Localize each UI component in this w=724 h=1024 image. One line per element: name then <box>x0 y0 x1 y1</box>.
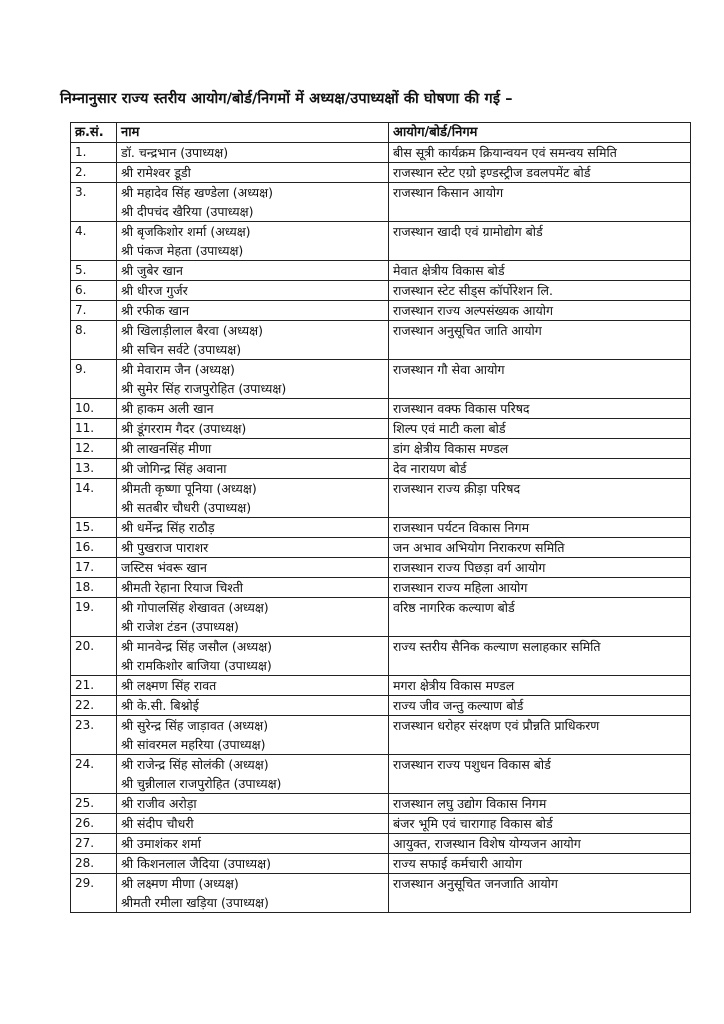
organisation-name: राजस्थान किसान आयोग <box>393 185 504 200</box>
name-cell <box>117 419 389 439</box>
serial-number-cell: 21. <box>71 676 117 696</box>
serial-number-cell: 19. <box>71 598 117 637</box>
organisation-name: राजस्थान स्टेट सीड्स कॉर्पोरेशन लि. <box>393 283 553 298</box>
name-cell <box>117 183 389 222</box>
name-cell <box>117 459 389 479</box>
table-row <box>71 360 691 399</box>
serial-number-header: क्र.सं. <box>71 123 117 143</box>
table-row <box>71 696 691 716</box>
organisation-name: बंजर भूमि एवं चारागाह विकास बोर्ड <box>393 816 553 831</box>
name-cell <box>117 301 389 321</box>
table-row <box>71 439 691 459</box>
serial-number-cell: 4. <box>71 222 117 261</box>
table-row <box>71 459 691 479</box>
organisation-cell <box>389 163 691 183</box>
organisation-cell <box>389 637 691 676</box>
serial-number-cell: 17. <box>71 558 117 578</box>
name-cell <box>117 755 389 794</box>
person-name: श्री धीरज गुर्जर <box>121 283 188 298</box>
organisation-cell <box>389 281 691 301</box>
organisation-name: राजस्थान राज्य पशुधन विकास बोर्ड <box>393 757 551 772</box>
organisation-cell <box>389 399 691 419</box>
appointments-table <box>70 122 691 913</box>
name-cell <box>117 716 389 755</box>
person-name: श्रीमती कृष्णा पूनिया (अध्यक्ष) <box>121 481 257 496</box>
organisation-cell <box>389 261 691 281</box>
table-row <box>71 143 691 163</box>
person-name: श्री खिलाड़ीलाल बैरवा (अध्यक्ष) <box>121 323 263 338</box>
organisation-cell <box>389 755 691 794</box>
person-name: श्री जोगिन्द्र सिंह अवाना <box>121 461 227 476</box>
serial-number-cell: 8. <box>71 321 117 360</box>
serial-number-cell: 16. <box>71 538 117 558</box>
person-name: श्री पंकज मेहता (उपाध्यक्ष) <box>121 243 244 258</box>
table-row <box>71 163 691 183</box>
serial-number-cell: 20. <box>71 637 117 676</box>
name-cell <box>117 360 389 399</box>
person-name: श्री जुबेर खान <box>121 263 183 278</box>
name-cell <box>117 794 389 814</box>
name-cell <box>117 696 389 716</box>
name-cell <box>117 578 389 598</box>
organisation-name: बीस सूत्री कार्यक्रम क्रियान्वयन एवं समन्वय समिति <box>393 145 617 160</box>
person-name: श्री लक्ष्मण मीणा (अध्यक्ष) <box>121 876 239 891</box>
person-name: श्री दीपचंद खैरिया (उपाध्यक्ष) <box>121 204 254 219</box>
serial-number-cell: 6. <box>71 281 117 301</box>
serial-number-cell: 10. <box>71 399 117 419</box>
table-row <box>71 183 691 222</box>
serial-number-cell: 24. <box>71 755 117 794</box>
name-cell <box>117 479 389 518</box>
person-name: श्री रामेश्वर डूडी <box>121 165 191 180</box>
person-name: श्री सचिन सर्वटे (उपाध्यक्ष) <box>121 342 242 357</box>
organisation-name: आयुक्त, राजस्थान विशेष योग्यजन आयोग <box>393 836 581 851</box>
person-name: श्री संदीप चौधरी <box>121 816 194 831</box>
table-row <box>71 558 691 578</box>
organisation-cell <box>389 183 691 222</box>
person-name: श्री चुन्नीलाल राजपुरोहित (उपाध्यक्ष) <box>121 776 282 791</box>
serial-number-cell: 22. <box>71 696 117 716</box>
organisation-name: राज्य जीव जन्तु कल्याण बोर्ड <box>393 698 524 713</box>
table-row <box>71 261 691 281</box>
table-row <box>71 854 691 874</box>
organisation-cell <box>389 143 691 163</box>
name-cell <box>117 854 389 874</box>
organisation-cell <box>389 538 691 558</box>
table-row <box>71 676 691 696</box>
organisation-cell <box>389 222 691 261</box>
organisation-cell <box>389 459 691 479</box>
table-row <box>71 479 691 518</box>
name-cell <box>117 874 389 913</box>
person-name: जस्टिस भंवरू खान <box>121 560 207 575</box>
table-row <box>71 301 691 321</box>
organisation-name: राजस्थान धरोहर संरक्षण एवं प्रौन्नति प्राधिकरण <box>393 718 600 733</box>
name-cell <box>117 281 389 301</box>
organisation-cell <box>389 439 691 459</box>
person-name: श्री राजीव अरोड़ा <box>121 796 197 811</box>
table-row <box>71 637 691 676</box>
organisation-cell <box>389 874 691 913</box>
name-cell <box>117 518 389 538</box>
person-name: श्री हाकम अली खान <box>121 401 214 416</box>
table-body <box>71 143 691 913</box>
person-name: श्री उमाशंकर शर्मा <box>121 836 202 851</box>
name-cell <box>117 222 389 261</box>
person-name: श्री मेवाराम जैन (अध्यक्ष) <box>121 362 235 377</box>
name-cell <box>117 814 389 834</box>
serial-number-cell: 29. <box>71 874 117 913</box>
organisation-name: राजस्थान राज्य महिला आयोग <box>393 580 528 595</box>
table-row <box>71 578 691 598</box>
person-name: श्री सांवरमल महरिया (उपाध्यक्ष) <box>121 737 266 752</box>
serial-number-cell: 12. <box>71 439 117 459</box>
organisation-name: राजस्थान लघु उद्योग विकास निगम <box>393 796 547 811</box>
organisation-name: राजस्थान खादी एवं ग्रामोद्योग बोर्ड <box>393 224 543 239</box>
organisation-cell <box>389 518 691 538</box>
serial-number-cell: 13. <box>71 459 117 479</box>
organisation-name: राजस्थान अनुसूचित जाति आयोग <box>393 323 542 338</box>
organisation-cell <box>389 321 691 360</box>
organisation-name: मेवात क्षेत्रीय विकास बोर्ड <box>393 263 505 278</box>
name-cell <box>117 676 389 696</box>
organisation-name: राजस्थान राज्य क्रीड़ा परिषद <box>393 481 521 496</box>
table-row <box>71 874 691 913</box>
serial-number-cell: 15. <box>71 518 117 538</box>
serial-number-cell: 7. <box>71 301 117 321</box>
person-name: श्री डूंगरराम गैदर (उपाध्यक्ष) <box>121 421 247 436</box>
table-row <box>71 538 691 558</box>
organisation-cell <box>389 696 691 716</box>
organisation-cell <box>389 360 691 399</box>
organisation-cell <box>389 676 691 696</box>
organisation-name: डांग क्षेत्रीय विकास मण्डल <box>393 441 509 456</box>
organisation-name: राजस्थान वक्फ विकास परिषद <box>393 401 530 416</box>
name-cell <box>117 321 389 360</box>
name-cell <box>117 538 389 558</box>
person-name: श्री बृजकिशोर शर्मा (अध्यक्ष) <box>121 224 251 239</box>
person-name: श्री लक्ष्मण सिंह रावत <box>121 678 217 693</box>
name-cell <box>117 163 389 183</box>
serial-number-cell: 25. <box>71 794 117 814</box>
name-cell <box>117 143 389 163</box>
name-cell <box>117 598 389 637</box>
person-name: श्री सुमेर सिंह राजपुरोहित (उपाध्यक्ष) <box>121 381 287 396</box>
serial-number-cell: 3. <box>71 183 117 222</box>
serial-number-cell: 28. <box>71 854 117 874</box>
table-row <box>71 321 691 360</box>
organisation-name: राजस्थान पर्यटन विकास निगम <box>393 520 530 535</box>
person-name: श्री के.सी. बिश्नोई <box>121 698 199 713</box>
serial-number-cell: 14. <box>71 479 117 518</box>
table-row <box>71 716 691 755</box>
person-name: श्री धर्मेन्द्र सिंह राठौड़ <box>121 520 215 535</box>
organisation-name: शिल्प एवं माटी कला बोर्ड <box>393 421 506 436</box>
serial-number-cell: 2. <box>71 163 117 183</box>
organisation-cell <box>389 598 691 637</box>
serial-number-cell: 27. <box>71 834 117 854</box>
name-cell <box>117 399 389 419</box>
organisation-name: वरिष्ठ नागरिक कल्याण बोर्ड <box>393 600 515 615</box>
organisation-cell <box>389 578 691 598</box>
name-cell <box>117 439 389 459</box>
person-name: श्री गोपालसिंह शेखावत (अध्यक्ष) <box>121 600 269 615</box>
name-cell <box>117 834 389 854</box>
serial-number-cell: 18. <box>71 578 117 598</box>
name-cell <box>117 558 389 578</box>
table-row <box>71 281 691 301</box>
name-cell <box>117 261 389 281</box>
organisation-name: राजस्थान गौ सेवा आयोग <box>393 362 505 377</box>
organisation-name: देव नारायण बोर्ड <box>393 461 467 476</box>
table-row <box>71 399 691 419</box>
table-row <box>71 598 691 637</box>
person-name: श्री मानवेन्द्र सिंह जसौल (अध्यक्ष) <box>121 639 273 654</box>
person-name: श्रीमती रमीला खड़िया (उपाध्यक्ष) <box>121 895 269 910</box>
serial-number-cell: 23. <box>71 716 117 755</box>
organisation-name: राजस्थान स्टेट एग्रो इण्डस्ट्रीज डवलपमेंट बोर्ड <box>393 165 591 180</box>
organisation-cell <box>389 814 691 834</box>
table-row <box>71 222 691 261</box>
person-name: श्री सुरेन्द्र सिंह जाड़ावत (अध्यक्ष) <box>121 718 269 733</box>
organisation-cell <box>389 716 691 755</box>
organisation-name: राजस्थान राज्य पिछड़ा वर्ग आयोग <box>393 560 546 575</box>
table-row <box>71 755 691 794</box>
serial-number-cell: 5. <box>71 261 117 281</box>
person-name: श्री महादेव सिंह खण्डेला (अध्यक्ष) <box>121 185 274 200</box>
organisation-cell <box>389 854 691 874</box>
table-row <box>71 794 691 814</box>
organisation-cell <box>389 794 691 814</box>
table-header-row <box>71 123 691 143</box>
serial-number-cell: 11. <box>71 419 117 439</box>
table-row <box>71 419 691 439</box>
organisation-name: मगरा क्षेत्रीय विकास मण्डल <box>393 678 515 693</box>
person-name: श्री सतबीर चौधरी (उपाध्यक्ष) <box>121 500 252 515</box>
person-name: श्री रामकिशोर बाजिया (उपाध्यक्ष) <box>121 658 272 673</box>
table-row <box>71 814 691 834</box>
organisation-name: जन अभाव अभियोग निराकरण समिति <box>393 540 565 555</box>
organisation-cell <box>389 301 691 321</box>
person-name: श्री राजेन्द्र सिंह सोलंकी (अध्यक्ष) <box>121 757 269 772</box>
page-title: निम्नानुसार राज्य स्तरीय आयोग/बोर्ड/निगमों में अध्यक्ष/उपाध्यक्षों की घोषणा की गई – <box>60 91 513 107</box>
person-name: श्री रफीक खान <box>121 303 190 318</box>
person-name: श्री पुखराज पाराशर <box>121 540 209 555</box>
person-name: श्री राजेश टंडन (उपाध्यक्ष) <box>121 619 239 634</box>
person-name: श्री किशनलाल जैदिया (उपाध्यक्ष) <box>121 856 271 871</box>
organisation-name: राजस्थान अनुसूचित जनजाति आयोग <box>393 876 558 891</box>
table-row <box>71 518 691 538</box>
organisation-name: राजस्थान राज्य अल्पसंख्यक आयोग <box>393 303 553 318</box>
name-cell <box>117 637 389 676</box>
person-name: श्रीमती रेहाना रियाज चिश्ती <box>121 580 243 595</box>
name-header: नाम <box>117 123 389 143</box>
serial-number-cell: 1. <box>71 143 117 163</box>
serial-number-cell: 9. <box>71 360 117 399</box>
organisation-name: राज्य स्तरीय सैनिक कल्याण सलाहकार समिति <box>393 639 601 654</box>
organisation-cell <box>389 558 691 578</box>
serial-number-cell: 26. <box>71 814 117 834</box>
organisation-cell <box>389 479 691 518</box>
person-name: श्री लाखनसिंह मीणा <box>121 441 212 456</box>
organisation-header: आयोग/बोर्ड/निगम <box>389 123 691 143</box>
person-name: डॉ. चन्द्रभान (उपाध्यक्ष) <box>121 145 229 160</box>
organisation-cell <box>389 419 691 439</box>
organisation-cell <box>389 834 691 854</box>
table-row <box>71 834 691 854</box>
organisation-name: राज्य सफाई कर्मचारी आयोग <box>393 856 523 871</box>
